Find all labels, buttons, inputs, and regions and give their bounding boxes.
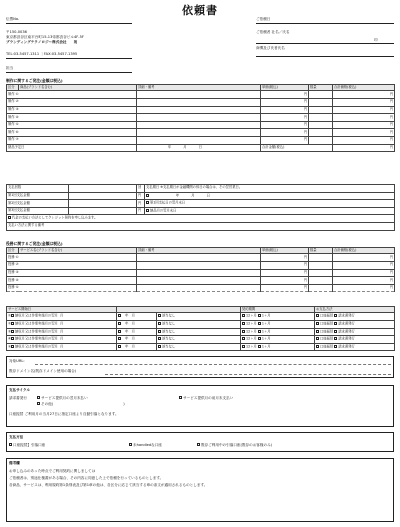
quantity-input[interactable] <box>309 121 333 129</box>
service-row: ④ 納収月又は作業実施月の翌月 月 年 月 該当なし 12ヶ月 1ヶ月 口座振替 請求書発行 <box>7 336 395 344</box>
detail-input[interactable] <box>137 91 261 99</box>
remarks-box: 備考欄 お申し込みのあった時点でご利用契約に関しましては ご依頼者は、別途仕様書がある場合、その内容に同意した上で依頼を行っているものとします。 各商品、サービスは、利用規約第1条別表及び第1章の他は、各区分に応じて該当する章の条文が適用されるものとします。 <box>6 458 394 522</box>
company-postal: 〒150-0036 <box>6 30 27 34</box>
payment-row: 第3回支払金額 円 納品月の翌月末日 <box>7 207 395 215</box>
table-row: 制作 ① 円 円 <box>7 91 395 99</box>
detail-input[interactable] <box>137 98 261 106</box>
table-row: 役務 ② 円 円 <box>7 261 395 269</box>
company-name: ブランディングテクノロジー株式会社 宛 <box>6 40 78 44</box>
payment2-input[interactable] <box>69 200 137 208</box>
checkbox[interactable] <box>146 194 149 197</box>
detail-input[interactable] <box>137 129 261 137</box>
requester-label: ご依頼者 社名／氏名 <box>256 30 290 34</box>
table-row: 制作 ⑥ 円 円 <box>7 129 395 137</box>
quantity-input[interactable] <box>309 136 333 144</box>
section2-heading: 役務に関するご発注(金額は税込) <box>6 241 63 246</box>
production-table <box>6 84 395 152</box>
payment-count-input[interactable] <box>69 185 137 193</box>
payment-row: 第2回支払金額 円 第1回支払日の翌月末日 <box>7 200 395 208</box>
col-total-price: 合計価格(税込) <box>333 85 395 91</box>
section1-heading: 制作に関するご発注(金額は税込) <box>6 78 63 83</box>
detail-input[interactable] <box>137 121 261 129</box>
service-table: 区分 サービス名(ブランド名含む) 詳細・備考 単価(税込) 数量 合計価格(税込) 役務 ① 円 円 役務 ② 円 円 役務 ③ 円 円 役務 ④ 円 円 役務 ⑤ 円 円 <box>6 247 395 292</box>
col-category: 区分 <box>7 85 19 91</box>
request-date-label: ご依頼日 <box>256 17 271 21</box>
service-row: ② 納収月又は作業実施月の翌月 月 年 月 該当なし 12ヶ月 1ヶ月 口座振替 請求書発行 <box>7 320 395 328</box>
company-tel-fax: TEL:03-5457-1311 ｜FAX:03-5457-1395 <box>6 52 78 56</box>
detail-input[interactable] <box>137 114 261 122</box>
payment-row: 第1回支払金額 円 年 月 日 <box>7 192 395 200</box>
service-start-table: サービス開始日 契約期間 お支払方法 ① 納収月又は作業実施月の翌月 月 年 月 該当なし 12ヶ月 1ヶ月 口座振替 請求書発行 ② 納収月又は作業実施月の翌月 月 年 月 該当なし 12ヶ月 1ヶ月 口座振替 請求書発行 ③ 納収月又は作業実施月の翌月 月 年 月 該当なし 12ヶ月 1ヶ月 口座振替 請求書発行 ④ 納収月又は作業実施月の翌月 月 年 月 該当なし 12ヶ月 1ヶ月 口座振替 請求書発行 ⑤ 納収月又は作業実施月の翌月 月 年 月 該当なし 12ヶ月 1ヶ月 口座振替 請求書発行 <box>6 306 395 351</box>
staff-label: 担当 <box>6 66 14 70</box>
table-row: 制作 ② 円 円 <box>7 98 395 106</box>
payment-cycle-box: 支払サイクル 請求書発行 サービス提供月の翌月末払い サービス提供月の前月末支払い その他( ) 口座振替 ご利用月の当月27日に指定口座より自動引落となります。 <box>6 385 394 427</box>
quantity-input[interactable] <box>309 129 333 137</box>
col-detail: 詳細・備考 <box>137 85 261 91</box>
col-product: 商品(ブランド名含む) <box>19 85 137 91</box>
checkbox[interactable] <box>146 201 149 204</box>
checkbox[interactable] <box>146 209 149 212</box>
credit-option: 代金の支払い方法としてクレジット契約を申し込みます。 <box>12 216 98 221</box>
detail-input[interactable] <box>137 106 261 114</box>
detail-input[interactable] <box>137 136 261 144</box>
payment-method-box: 支払方法 口座振替】引落口座 未handledな口座 既存ご利用中の引落口座(既存のお客様のみ) <box>6 432 394 452</box>
company-address: 東京都渋谷区南平台町15-13帝都渋谷ビル4F-5F <box>6 35 84 39</box>
target-url-box: 対象URL: 既存ドメイン名(既存ドメイン使用の場合) <box>6 356 394 378</box>
service-row: ① 納収月又は作業実施月の翌月 月 年 月 該当なし 12ヶ月 1ヶ月 口座振替 請求書発行 <box>7 313 395 321</box>
quantity-input[interactable] <box>309 106 333 114</box>
seal-mark: 印 <box>374 38 378 42</box>
service-row: ⑤ 納収月又は作業実施月の翌月 月 年 月 該当なし 12ヶ月 1ヶ月 口座振替 請求書発行 <box>7 343 395 351</box>
table-row: 制作 ⑤ 円 円 <box>7 121 395 129</box>
total-label: 合計金額(税込) <box>261 144 333 152</box>
payment-note: 支払い方法に関する備考 <box>7 222 395 230</box>
table-row: 役務 ⑤ 円 円 <box>7 284 395 292</box>
table-row: 役務 ③ 円 円 <box>7 269 395 277</box>
payment3-input[interactable] <box>69 207 137 215</box>
payment-row: 支払回数 回 支払期日 ※支払期日が金融機関の休日の場合は、その翌営業日。 <box>7 185 395 193</box>
total-amount[interactable]: 円 <box>333 144 395 152</box>
table-row: 役務 ④ 円 円 <box>7 277 395 285</box>
credit-checkbox[interactable] <box>8 216 11 219</box>
quantity-input[interactable] <box>309 98 333 106</box>
delivery-total-row: 納品予定日 年 月 日 合計金額(税込) 円 <box>7 144 395 152</box>
col-unit-price: 単価(税込) <box>261 85 309 91</box>
table-row: 制作 ④ 円 円 <box>7 114 395 122</box>
quantity-input[interactable] <box>309 114 333 122</box>
table-row: 制作 ③ 円 円 <box>7 106 395 114</box>
service-row: ③ 納収月又は作業実施月の翌月 月 年 月 該当なし 12ヶ月 1ヶ月 口座振替 請求書発行 <box>7 328 395 336</box>
table-row: 制作 ⑦ 円 円 <box>7 136 395 144</box>
payment-table <box>6 184 395 231</box>
payment1-input[interactable] <box>69 192 137 200</box>
table-row: 役務 ① 円 円 <box>7 254 395 262</box>
quantity-input[interactable] <box>309 91 333 99</box>
serial-label: 伝票No. <box>6 17 20 21</box>
col-quantity: 数量 <box>309 85 333 91</box>
page-title: 依頼書 <box>182 4 218 17</box>
seller-label: 商慣及び氏者氏名 <box>256 46 285 50</box>
